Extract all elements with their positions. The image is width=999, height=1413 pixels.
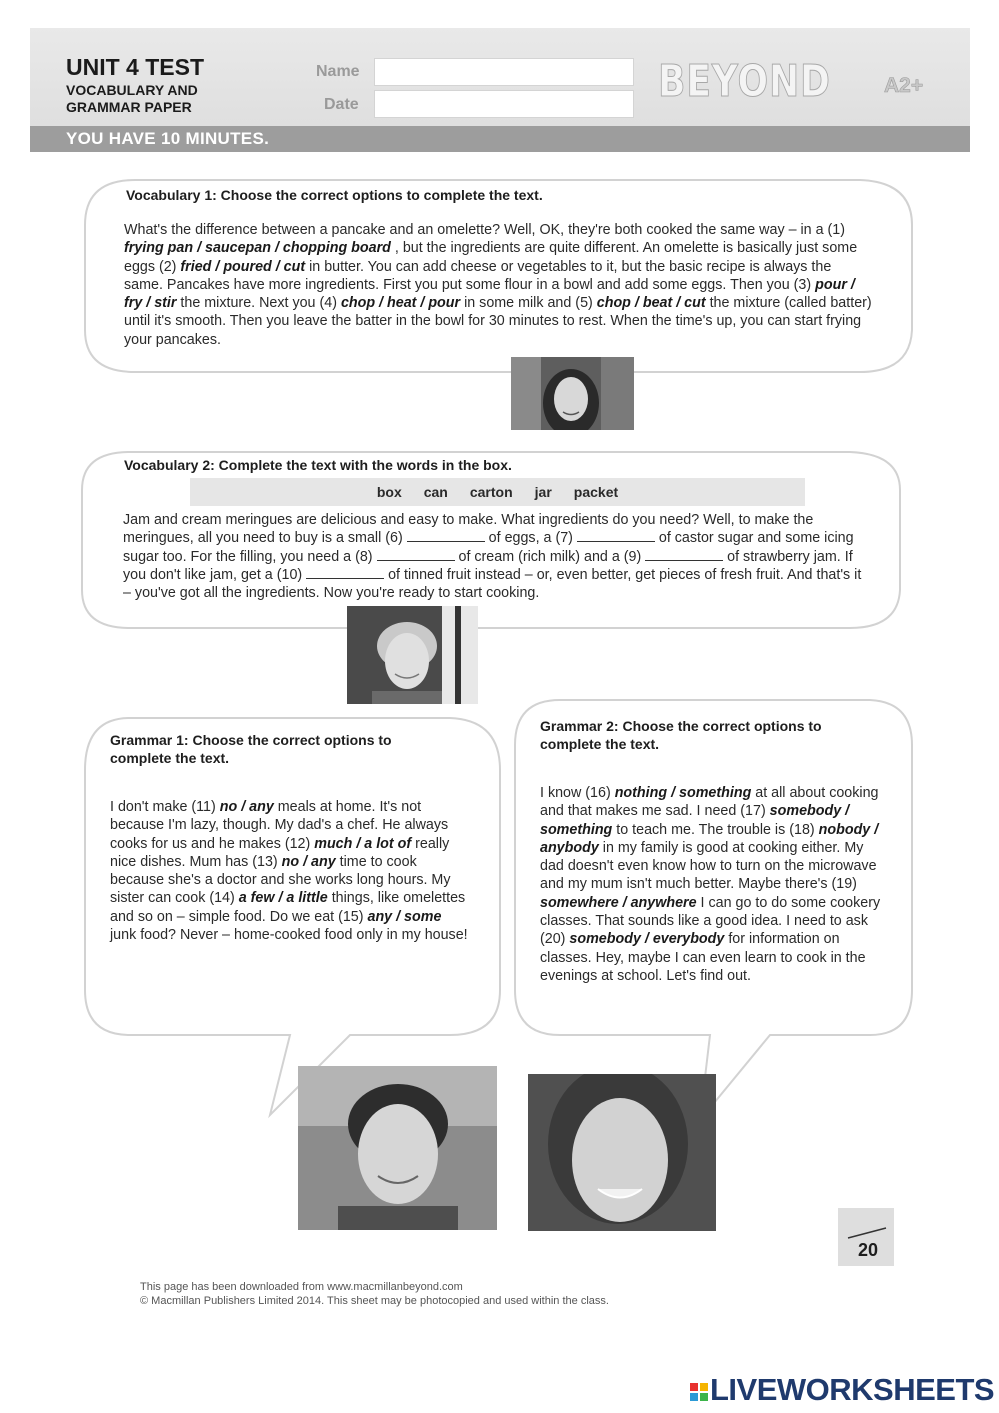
time-notice: YOU HAVE 10 MINUTES. xyxy=(66,129,270,148)
grammar1-text-part: really nice dishes. Mum has (13) xyxy=(110,835,450,870)
vocab2-text-part: of strawberry jam. If you don't like jam, get a (10) xyxy=(123,548,853,583)
liveworksheets-text: LIVEWORKSHEETS xyxy=(710,1372,995,1407)
option-16[interactable]: nothing / something xyxy=(614,785,752,801)
grammar1-text-part: meals at home. It's not because I'm lazy, though. My dad's a chef. He always cooks for us and he makes (12) xyxy=(110,799,449,852)
footer-line-2: © Macmillan Publishers Limited 2014. This sheet may be photocopied and used within the class. xyxy=(140,1295,609,1307)
grammar1-heading: Grammar 1: Choose the correct options to complete the text. xyxy=(110,732,392,766)
vocab2-text-part: Jam and cream meringues are delicious and easy to make. What ingredients do you need? Well, to make the meringues, all you need to buy is a small (6) xyxy=(123,512,814,547)
vocab2-text-part: of castor sugar and some icing sugar too. For the filling, you need a (8) xyxy=(123,530,854,565)
word-box xyxy=(190,478,805,506)
option-20[interactable]: somebody / everybody xyxy=(569,931,725,948)
photo-boy-2-drawing xyxy=(298,1066,497,1230)
grammar2-text-part: in my family is good at cooking either. My dad doesn't even know how to turn on the microwave and my mum isn't much better. Maybe there's (19) xyxy=(540,839,877,893)
word-box-word: box xyxy=(376,484,402,500)
vocab1-text xyxy=(124,221,874,349)
grammar2-text-part: I can go to do some cookery classes. That sounds like a good idea. I need to ask (20) xyxy=(540,894,881,948)
option-3[interactable]: pour / fry / stir xyxy=(124,276,855,312)
blank-9[interactable] xyxy=(645,548,723,561)
vocab1-text-part: , but the ingredients are quite different. An omelette is basically just some eggs (2) xyxy=(124,240,858,275)
vocab1-text-part: the mixture. Next you (4) xyxy=(176,295,341,312)
word-box-word: packet xyxy=(573,484,619,500)
blank-8[interactable] xyxy=(377,548,455,561)
photo-boy-2 xyxy=(298,1066,497,1230)
grammar2-text-part: at all about cooking and that makes me sad. I need (17) xyxy=(540,785,879,820)
subtitle-line-1: VOCABULARY AND xyxy=(66,82,198,98)
photo-girl-1 xyxy=(511,357,634,430)
word-box-word: jar xyxy=(534,484,552,500)
option-2[interactable]: fried / poured / cut xyxy=(180,258,306,275)
photo-girl-2-drawing xyxy=(528,1074,716,1231)
grammar2-text-part: to teach me. The trouble is (18) xyxy=(612,821,819,838)
footer xyxy=(140,1280,609,1308)
grammar2-text-part: for information on classes. Hey, maybe I can even learn to cook in the evenings at school. Let's find out. xyxy=(540,931,866,984)
option-4[interactable]: chop / heat / pour xyxy=(340,295,461,312)
date-label: Date xyxy=(324,96,359,113)
unit-title: UNIT 4 TEST xyxy=(66,54,205,80)
vocab1-text-part: in some milk and (5) xyxy=(460,295,597,312)
grammar1-text-part: things, like omelettes and so on – simple food. Do we eat (15) xyxy=(110,890,466,925)
grammar2-heading: Grammar 2: Choose the correct options to complete the text. xyxy=(540,718,822,752)
vocab2-text-part: of eggs, a (7) xyxy=(484,530,577,547)
grammar1-text-part: time to cook because she's a doctor and she works long hours. My sister can cook (14) xyxy=(110,853,451,907)
liveworksheets-squares-icon xyxy=(690,1383,708,1401)
option-1[interactable]: frying pan / saucepan / chopping board xyxy=(124,240,391,257)
grammar1-text-part: junk food? Never – home-cooked food only in my house! xyxy=(110,927,468,944)
footer-line-1: This page has been downloaded from www.macmillanbeyond.com xyxy=(140,1281,463,1293)
name-label: Name xyxy=(316,63,360,80)
word-box-word: can xyxy=(423,484,448,500)
photo-boy-1 xyxy=(347,606,478,704)
grammar1-text xyxy=(110,798,470,944)
option-18[interactable]: nobody / anybody xyxy=(540,821,879,856)
option-15[interactable]: any / some xyxy=(367,908,442,925)
subtitle-line-2: GRAMMAR PAPER xyxy=(66,99,192,115)
vocab2-text-part: of tinned fruit instead – or, even better, get pieces of fresh fruit. And that's it – you've got all the ingredients. Now you're ready to start cooking. xyxy=(123,566,862,602)
grammar2-text xyxy=(540,784,890,985)
vocab2-heading: Vocabulary 2: Complete the text with the words in the box. xyxy=(124,457,512,473)
score-total: 20 xyxy=(858,1240,879,1260)
beyond-logo: BEYOND xyxy=(658,56,831,107)
option-17[interactable]: somebody / something xyxy=(540,803,850,838)
grammar1-text-part: I don't make (11) xyxy=(110,799,220,815)
option-14[interactable]: a few / a little xyxy=(238,890,328,907)
blank-10[interactable] xyxy=(306,566,384,579)
option-5[interactable]: chop / beat / cut xyxy=(596,295,706,312)
vocab2-text xyxy=(123,511,873,602)
vocab1-text-part: What's the difference between a pancake and an omelette? Well, OK, they're both cooked the same way – in a (1) xyxy=(124,222,845,238)
option-12[interactable]: much / a lot of xyxy=(314,835,412,852)
blank-6[interactable] xyxy=(407,529,485,542)
vocab1-text-part: in butter. You can add cheese or vegetables to it, but the basic recipe is always the same. Pancakes have more ingredients. First you put some flour in a bowl and add some eggs. Then you (3) xyxy=(124,258,832,293)
photo-girl-2 xyxy=(528,1074,716,1231)
grammar2-text-part: I know (16) xyxy=(540,785,615,801)
vocab1-heading: Vocabulary 1: Choose the correct options to complete the text. xyxy=(126,187,543,203)
level-badge: A2+ xyxy=(884,74,924,97)
blank-7[interactable] xyxy=(577,529,655,542)
option-11[interactable]: no / any xyxy=(219,799,274,815)
vocab2-text-part: of cream (rich milk) and a (9) xyxy=(454,548,646,565)
vocab1-text-part: the mixture (called batter) until it's smooth. Then you leave the batter in the bowl for 30 minutes to rest. When the time's up, you can start frying your pancakes. xyxy=(124,295,872,348)
liveworksheets-logo xyxy=(690,1372,994,1408)
word-box-word: carton xyxy=(469,484,513,500)
option-19[interactable]: somewhere / anywhere xyxy=(540,894,697,911)
photo-girl-1-drawing xyxy=(511,357,634,430)
option-13[interactable]: no / any xyxy=(281,853,336,870)
photo-boy-1-drawing xyxy=(347,606,478,704)
